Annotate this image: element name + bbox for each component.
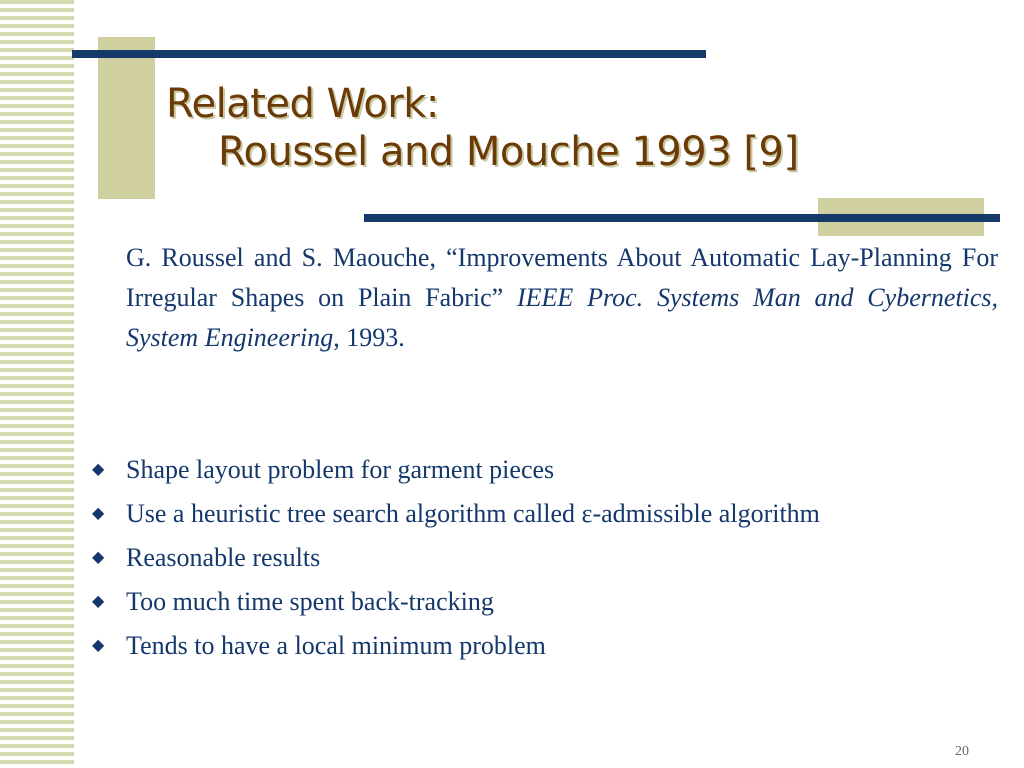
diamond-bullet-icon: ◆: [92, 593, 105, 610]
citation-paragraph: [126, 238, 998, 358]
diamond-bullet-icon: ◆: [92, 461, 105, 478]
bullet-text: Shape layout problem for garment pieces: [126, 455, 555, 484]
bullet-text: Too much time spent back-tracking: [126, 587, 494, 616]
olive-accent-block-left: [98, 37, 155, 199]
navy-rule-top: [72, 50, 706, 58]
list-item: [92, 540, 972, 576]
citation-venue: IEEE Proc. Systems Man and Cybernetics, System Engineering: [126, 283, 998, 352]
diamond-bullet-icon: ◆: [92, 637, 105, 654]
bullet-text: Reasonable results: [126, 543, 321, 572]
citation-plain-text: G. Roussel and S. Maouche, “Improvements About Automatic Lay-Planning For Irregular Shapes on Plain Fabric”: [126, 243, 998, 312]
list-item: [92, 496, 972, 532]
list-item: [92, 628, 972, 664]
list-item: [92, 452, 972, 488]
citation-year: , 1993.: [333, 323, 405, 352]
diamond-bullet-icon: ◆: [92, 549, 105, 566]
diamond-bullet-icon: ◆: [92, 505, 105, 522]
slide-title: [166, 80, 799, 176]
slide-title-line2: Roussel and Mouche 1993 [9]: [218, 129, 799, 175]
slide-title-line1: Related Work:: [166, 81, 439, 127]
bullet-text: Tends to have a local minimum problem: [126, 631, 546, 660]
left-stripe-decoration: [0, 0, 74, 768]
navy-rule-bottom: [364, 214, 1000, 222]
page-number: 20: [955, 744, 969, 759]
bullet-list: [92, 452, 972, 672]
bullet-text: Use a heuristic tree search algorithm called ε-admissible algorithm: [126, 499, 820, 528]
list-item: [92, 584, 972, 620]
